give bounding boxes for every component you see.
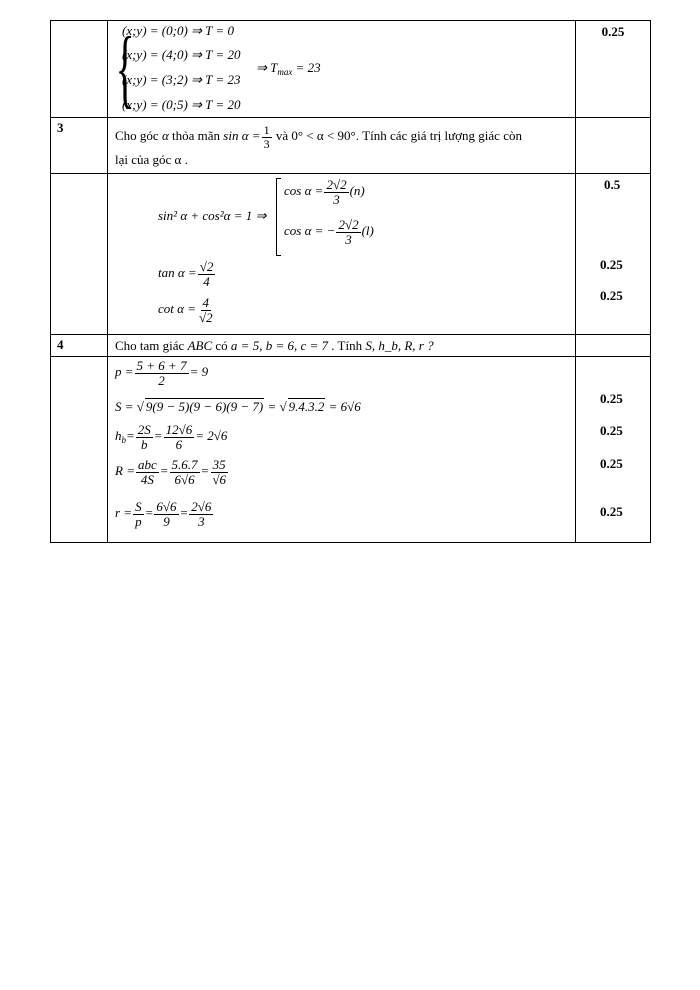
score: 0.25 xyxy=(600,504,623,519)
score: 0.25 xyxy=(600,288,623,303)
question-text: Cho tam giác ABC có a = 5, b = 6, c = 7 . Tính S, h_b, R, r ? xyxy=(108,335,576,357)
table-row xyxy=(51,335,651,357)
table-row xyxy=(51,118,651,174)
table-row xyxy=(51,174,651,335)
max-result: ⇒ $T_{max} = 23$ xyxy=(256,60,321,77)
number-cell xyxy=(51,21,108,118)
question-text: Cho góc α thỏa mãn sin α = $\frac{1}{3}$ và 0° < α < 90°. Tính các giá trị lượng giác còn lại của góc α . xyxy=(108,118,576,174)
number-cell xyxy=(51,357,108,543)
score: 0.25 xyxy=(600,391,623,406)
cot-value: cot α = $\frac{4}{√2}$ xyxy=(158,295,213,325)
case-line: (x;y) = (3;2) ⇒ T = 23 xyxy=(122,72,241,87)
case-line: (x;y) = (0;0) ⇒ T = 0 xyxy=(122,23,234,38)
left-brace: { xyxy=(115,20,135,117)
case-line: (x;y) = (0;5) ⇒ T = 20 xyxy=(122,97,241,112)
p-formula: p = $\frac{5 + 6 + 7}{2}$ = 9 xyxy=(115,358,209,388)
table-row xyxy=(51,21,651,118)
cos-positive: cos α = $\frac{2√2}{3}$ (n) xyxy=(284,177,365,207)
r-formula: R = $\frac{\text{abc}}{4S}$ = $\frac{5.6.7}{6√6}$ = $\frac{35}{√6}$ xyxy=(115,457,226,487)
question-number: 4 xyxy=(51,335,108,357)
score: 0.5 xyxy=(604,177,621,192)
score-cell xyxy=(576,118,651,174)
bracket xyxy=(276,178,281,256)
content-cell xyxy=(108,174,576,335)
score: 0.25 xyxy=(600,423,623,438)
table-row xyxy=(51,357,651,543)
score-cell xyxy=(576,335,651,357)
question-number: 3 xyxy=(51,118,108,174)
h-formula: $h_b=$ $\frac{2S}{b}$ = $\frac{12√6}{6}$ = 2√6 xyxy=(115,422,228,452)
identity: sin² α + cos²α = 1 ⇒ xyxy=(158,208,267,223)
tan-value: tan α = $\frac{√2}{4}$ xyxy=(158,259,214,289)
content-cell xyxy=(108,357,576,543)
number-cell xyxy=(51,174,108,335)
s-formula: S = √ 9(9 − 5)(9 − 6)(9 − 7) = √ 9.4.3.2 = 6√6 xyxy=(115,399,361,414)
score-cell: 0.25 xyxy=(576,21,651,118)
case-line: (x;y) = (4;0) ⇒ T = 20 xyxy=(122,47,241,62)
inradius-formula: r = $\frac{S}{p}$ = $\frac{6√6}{9}$ = $\frac{2√6}{3}$ xyxy=(115,499,212,529)
content-cell xyxy=(108,21,576,118)
score-cell xyxy=(576,174,651,335)
answer-table xyxy=(50,20,651,543)
score-cell xyxy=(576,357,651,543)
score: 0.25 xyxy=(600,257,623,272)
score: 0.25 xyxy=(600,456,623,471)
cos-negative: cos α = − $\frac{2√2}{3}$ (l) xyxy=(284,217,374,247)
